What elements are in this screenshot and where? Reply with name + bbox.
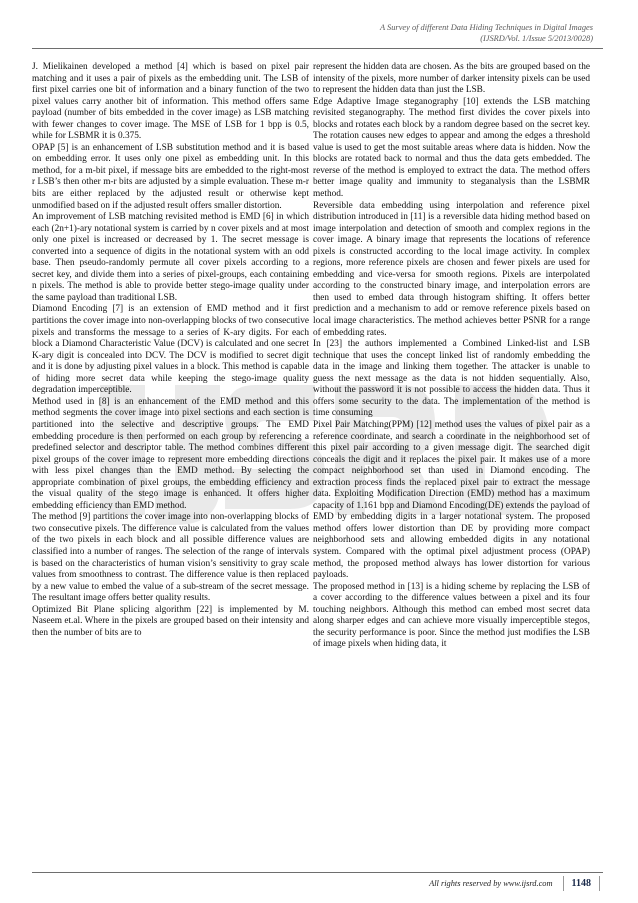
paragraph-method-13: The proposed method in [13] is a hiding scheme by replacing the LSB of a cover according to the difference values between a pixel and its four touching neighbors. Although this method can embed most secret data along sharper edges and can achieve more visually imperceptible stegos, the security performance is poor. Since the method just modifies the LSB of image pixels when hiding data, it <box>313 581 590 650</box>
paragraph-bit-plane-cont: represent the hidden data are chosen. As the bits are grouped based on the intensity of the pixels, more number of darker intensity pixels can be used to represent the hidden data than just the LSB. <box>313 62 590 96</box>
left-column <box>32 62 309 639</box>
paragraph-edge-adaptive: Edge Adaptive Image steganography [10] extends the LSB matching revisited steganography. The method first divides the cover pixels into blocks and rotates each block by a random degree based on the secret key. The rotation causes new edges to appear and among the edges a threshold value is used to get the most suitable areas where data is hidden. Now the blocks are rotated back to normal and thus the data gets embedded. The reverse of the method is employed to extract the data. The method offers better image quality and immunity to steganalysis than the LSBMR method. <box>313 96 590 200</box>
page-number: 1148 <box>563 876 600 891</box>
running-header <box>263 22 593 44</box>
header-citation: (IJSRD/Vol. 1/Issue 5/2013/0028) <box>480 34 593 43</box>
copyright-notice: All rights reserved by www.ijsrd.com <box>429 879 553 888</box>
paragraph-method-8: Method used in [8] is an enhancement of the EMD method and this method segments the cover image into pixel sections and each section is partitioned into the selective and descriptive groups. The EMD embedding procedure is then performed on each group by referencing a predefined selector and descriptor table. The method combines different pixel groups of the cover image to represent more embedding directions with less pixel changes than the EMD method. By selecting the appropriate combination of pixel groups, the embedding efficiency and the visual quality of the stego image is enhanced. It offers higher embedding efficiency than EMD method. <box>32 396 309 511</box>
header-title: A Survey of different Data Hiding Techniques in Digital Images <box>380 23 593 32</box>
page-footer <box>429 876 600 891</box>
paragraph-ppm: Pixel Pair Matching(PPM) [12] method uses the values of pixel pair as a reference coordinate, and search a coordinate in the neighborhood set of this pixel pair according to a given message digit. The searched digit conceals the digit and it replaces the pixel pair. It makes use of a more compact neighborhood set than used in Diamond encoding. The extraction process finds the replaced pixel pair to extract the message data. Exploiting Modification Direction (EMD) method has a maximum capacity of 1.161 bpp and Diamond Encoding(DE) extends the payload of EMD by embedding digits in a larger notational system. The proposed method offers lower distortion than DE by providing more compact neighborhood sets and allowing embedded digits in any notational system. Compared with the optimal pixel adjustment process (OPAP) method, the proposed method always has lower distortion for various payloads. <box>313 419 590 581</box>
paragraph-method-9: The method [9] partitions the cover image into non-overlapping blocks of two consecutive pixels. The difference value is calculated from the values of the two pixels in each block and all possible difference values are classified into a number of ranges. The selection of the range of intervals is based on the characteristics of human vision’s sensitivity to gray scale values from smoothness to contrast. The difference value is then replaced by a new value to embed the value of a sub-stream of the secret message. The resultant image offers better quality results. <box>32 512 309 604</box>
paragraph-emd: An improvement of LSB matching revisited method is EMD [6] in which each (2n+1)-ary notational system is carried by n cover pixels and at most only one pixel is increased or decreased by 1. The secret message is converted into a sequence of digits in the notational system with an odd base. Then pseudo-randomly permute all cover pixels according to a secret key, and divide them into a series of pixel-groups, each containing n pixels. The method is able to provide better stego-image quality under the same payload than traditional LSB. <box>32 212 309 303</box>
paragraph-opap: OPAP [5] is an enhancement of LSB substitution method and it is based on embedding error. It uses only one pixel as embedding unit. In this method, for a m-bit pixel, if message bits are embedded to the right-most r LSB’s then other m-r bits are adjusted by a simple evaluation. These m-r bits are either replaced by the adjusted result or otherwise kept unmodified based on if the adjusted result offers smaller distortion. <box>32 142 309 211</box>
footer-rule <box>32 872 603 873</box>
paragraph-reversible: Reversible data embedding using interpolation and reference pixel distribution introduced in [11] is a reversible data hiding method based on image interpolation and detection of smooth and complex regions in the cover image. A binary image that represents the locations of reference pixels is constructed according to the local image activity. In complex regions, more reference pixels are chosen and fewer pixels are used for embedding and vice-versa for smooth regions. Pixels are interpolated according to the constructed binary image, and interpolation errors are then used to embed data through histogram shifting. It offers better prediction and a mechanism to add or remove reference pixels based on local image characteristics. The method achieves better PSNR for a range of embedding rates. <box>313 200 590 338</box>
paragraph-bit-plane: Optimized Bit Plane splicing algorithm [22] is implemented by M. Naseem et.al. Where in the pixels are grouped based on their intensity and then the number of bits are to <box>32 604 309 638</box>
paragraph-mielikainen: J. Mielikainen developed a method [4] which is based on pixel pair matching and it uses a pair of pixels as the embedding unit. The LSB of first pixel carries one bit of information and a binary function of the two pixel values carry another bit of information. This method offers same payload (number of bits embedded in the cover image) as LSB matching with fewer changes to cover image. The MSE of LSB for 1 bpp is 0.5, while for LSBMR it is 0.375. <box>32 62 309 142</box>
paragraph-diamond-encoding: Diamond Encoding [7] is an extension of EMD method and it first partitions the cover image into non-overlapping blocks of two consecutive pixels and transforms the message to a series of K-ary digits. For each block a Diamond Characteristic Value (DCV) is calculated and one secret K-ary digit is concealed into DCV. The DCV is modified to secret digit and it is done by adjusting pixel values in a block. This method is capable of hiding more secret data while keeping the stego-image quality degradation imperceptible. <box>32 304 309 396</box>
right-column <box>313 62 590 651</box>
header-rule <box>32 48 603 49</box>
paragraph-linked-list: In [23] the authors implemented a Combined Linked-list and LSB technique that uses the concept linked list of randomly embedding the data in the image and linking them together. The attacker is unable to guess the next message as the data is not hidden sequentially. Also, without the password it is not possible to access the hidden data. Thus it offers some security to the data. The implementation of the method is time consuming <box>313 339 590 419</box>
